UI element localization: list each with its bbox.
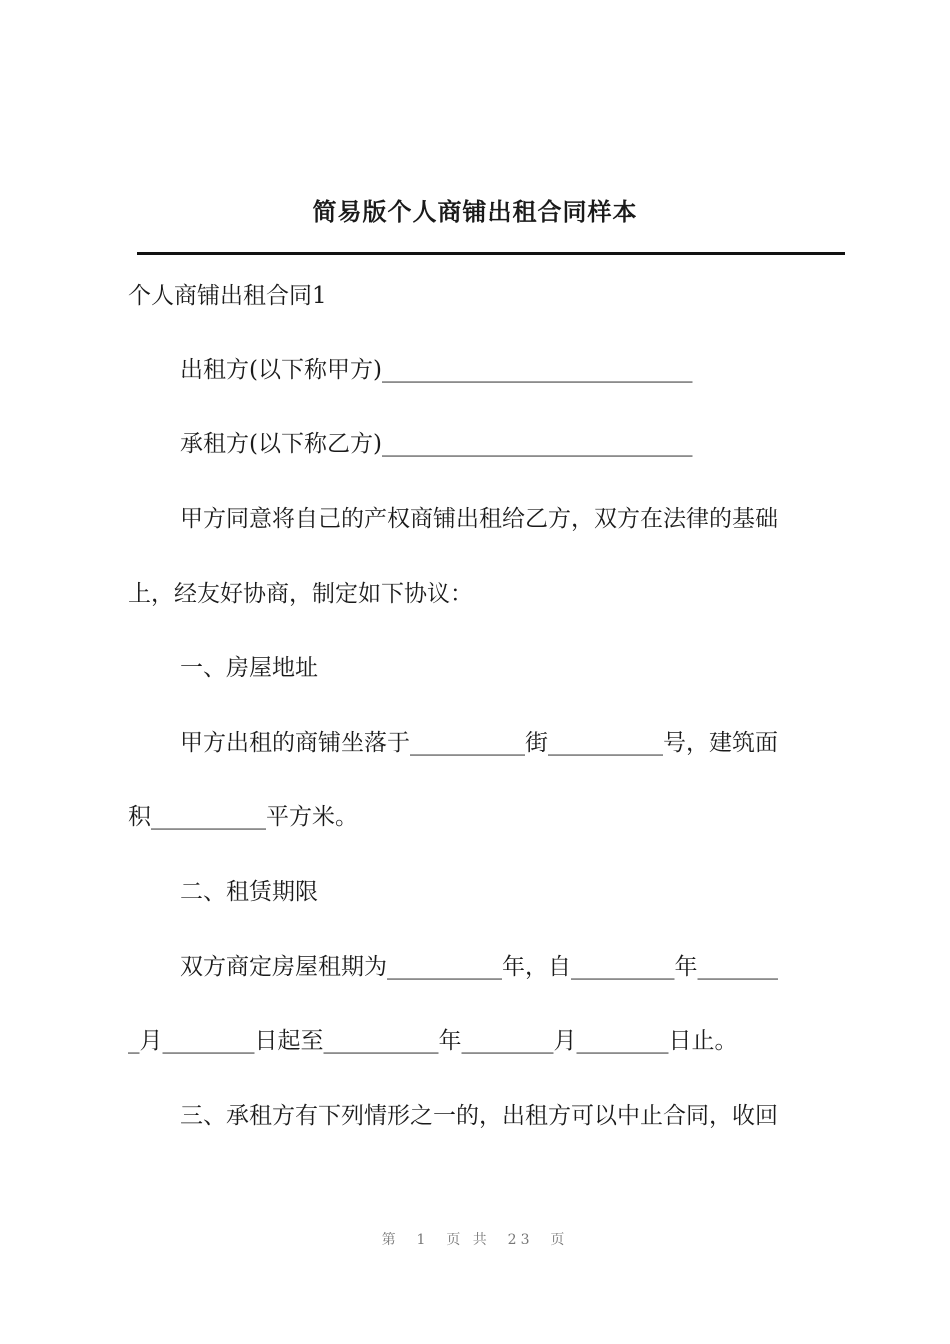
address-paragraph-line2: 积__________平方米。 (128, 804, 358, 830)
termination-paragraph-line1: 三、承租方有下列情形之一的，出租方可以中止合同，收回 (180, 1103, 778, 1129)
section-heading-address: 一、房屋地址 (180, 655, 318, 681)
lessee-line: 承租方(以下称乙方)___________________________ (180, 431, 693, 457)
address-paragraph-line1: 甲方出租的商铺坐落于__________街__________号，建筑面 (180, 730, 778, 756)
term-paragraph-line2: _月________日起至__________年________月________日止。 (128, 1028, 738, 1054)
page-footer: 第 1 页 共 23 页 (381, 1232, 569, 1248)
title-rule (137, 252, 845, 255)
agreement-paragraph-line2: 上，经友好协商，制定如下协议： (128, 581, 473, 607)
contract-heading: 个人商铺出租合同1 (128, 283, 327, 309)
page-title: 简易版个人商铺出租合同样本 (312, 197, 638, 226)
agreement-paragraph-line1: 甲方同意将自己的产权商铺出租给乙方，双方在法律的基础 (180, 506, 778, 532)
section-heading-term: 二、租赁期限 (180, 879, 318, 905)
term-paragraph-line1: 双方商定房屋租期为__________年，自_________年_______ (180, 954, 778, 980)
lessor-line: 出租方(以下称甲方)___________________________ (180, 357, 693, 383)
